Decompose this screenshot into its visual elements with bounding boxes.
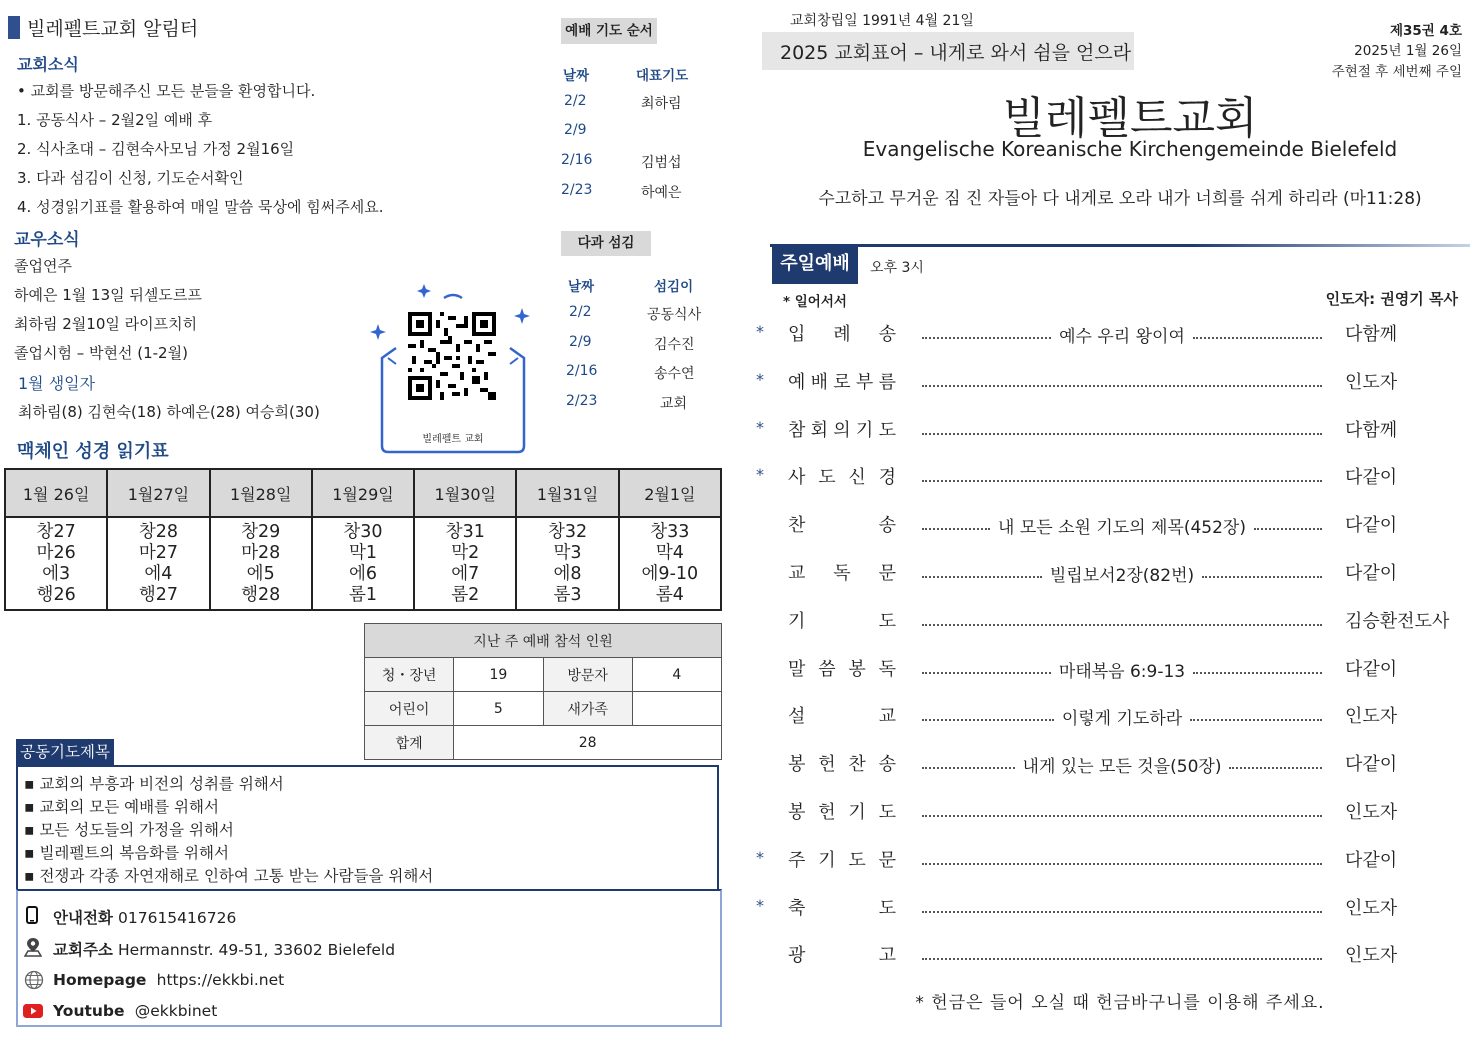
phone-icon <box>25 906 39 924</box>
qr-code <box>408 312 496 400</box>
church-name: 빌레펠트교회 <box>1002 93 1258 144</box>
order-item-name: 교 독 문 <box>788 563 896 584</box>
leader-dots <box>1254 518 1322 530</box>
order-item-person: 김승환전도사 <box>1345 611 1450 632</box>
member-news-item: 최하림 2월10일 라이프치히 <box>14 315 198 333</box>
order-item-text: 내 모든 소원 기도의 제목(452장) <box>998 517 1246 538</box>
reading-cell: 창30 막1 에6 롬1 <box>312 517 414 610</box>
standing-marker: * <box>756 465 764 484</box>
attendance-label: 청・장년 <box>365 658 454 692</box>
order-item-detail <box>922 704 1322 728</box>
order-item-person: 다같이 <box>1345 515 1398 536</box>
attendance-table <box>364 623 722 760</box>
order-item-detail <box>922 322 1322 346</box>
scripture-verse: 수고하고 무거운 짐 진 자들아 다 내게로 오라 내가 너희를 쉬게 하리라 (마11:28) <box>818 189 1422 209</box>
order-item-person: 인도자 <box>1345 802 1398 823</box>
attendance-label: 새가족 <box>543 692 632 726</box>
church-news-item: • 교회를 방문해주신 모든 분들을 환영합니다. <box>17 82 316 100</box>
prayer-order-date: 2/16 <box>561 152 593 168</box>
attendance-label: 합계 <box>365 726 454 760</box>
order-item-name: 광 고 <box>788 945 896 966</box>
prayer-order-date: 2/23 <box>561 182 593 198</box>
standing-marker: * <box>756 322 764 341</box>
birthday-heading: 1월 생일자 <box>18 374 96 393</box>
reading-day-header: 1월28일 <box>210 469 312 517</box>
order-item-detail <box>922 800 1322 824</box>
standing-marker: * <box>756 896 764 915</box>
order-item-name: 참 회 의 기 도 <box>788 420 896 441</box>
snack-order-tag: 다과 섬김 <box>561 231 651 256</box>
reading-cell: 창27 마26 에3 행26 <box>5 517 107 610</box>
order-item-person: 다같이 <box>1345 850 1398 871</box>
church-news-item: 1. 공동식사 – 2월2일 예배 후 <box>17 111 213 129</box>
order-item-person: 인도자 <box>1345 898 1398 919</box>
order-item-name: 예 배 로 부 름 <box>788 372 896 393</box>
leader-dots <box>922 853 1322 865</box>
order-item-text: 마태복음 6:9-13 <box>1058 661 1186 682</box>
reading-day-header: 1월30일 <box>414 469 516 517</box>
snack-order-name: 교회 <box>660 396 688 412</box>
snack-order-name: 공동식사 <box>647 307 702 323</box>
order-item-detail <box>922 752 1322 776</box>
order-item-text: 예수 우리 왕이여 <box>1059 326 1185 347</box>
bulletin-section-title: 빌레펠트교회 알림터 <box>27 18 199 40</box>
leader-dots <box>922 805 1322 817</box>
church-motto: 2025 교회표어 – 내게로 와서 쉼을 얻으라 <box>780 42 1132 64</box>
reading-cell: 창31 막2 에7 롬2 <box>414 517 516 610</box>
attendance-value <box>632 692 721 726</box>
location-icon <box>24 937 42 957</box>
order-item-name: 입 례 송 <box>788 324 896 345</box>
reading-plan-heading: 맥체인 성경 읽기표 <box>17 441 169 462</box>
snack-order-date: 2/9 <box>569 334 592 350</box>
order-item-detail <box>922 657 1322 681</box>
prayer-order-name: 하예은 <box>641 185 682 201</box>
order-item-detail <box>922 418 1322 442</box>
prayer-topic-item: ▪ 교회의 부흥과 비전의 성취를 위해서 <box>24 775 284 793</box>
standing-marker: * <box>756 370 764 389</box>
order-item-name: 봉 헌 찬 송 <box>788 754 896 775</box>
snack-order-date: 2/16 <box>566 363 598 379</box>
prayer-order-name: 김범섭 <box>641 155 682 171</box>
leader-dots <box>922 327 1051 339</box>
leader-dots <box>1193 327 1322 339</box>
worship-tag: 주일예배 <box>772 246 858 284</box>
order-item-name: 말 씀 봉 독 <box>788 659 896 680</box>
attendance-value: 4 <box>632 658 721 692</box>
church-news-item: 3. 다과 섬김이 신청, 기도순서확인 <box>17 169 244 187</box>
prayer-topic-item: ▪ 전쟁과 각종 자연재해로 인하여 고통 받는 사람들을 위해서 <box>24 867 434 885</box>
order-item-detail <box>922 465 1322 489</box>
order-item-detail <box>922 609 1322 633</box>
snack-order-date: 2/2 <box>569 304 592 320</box>
order-item-person: 인도자 <box>1345 706 1398 727</box>
leader-dots <box>922 709 1054 721</box>
attendance-label: 어린이 <box>365 692 454 726</box>
leader-dots <box>1193 662 1322 674</box>
youtube-icon <box>23 1003 43 1017</box>
order-item-person: 인도자 <box>1345 372 1398 393</box>
leader-dots <box>922 757 1015 769</box>
liturgical-season: 주현절 후 세번째 주일 <box>1331 64 1462 80</box>
order-item-person: 다같이 <box>1345 754 1398 775</box>
snack-order-server-header: 섬김이 <box>654 279 694 295</box>
leader-dots <box>922 470 1322 482</box>
order-item-name: 봉 헌 기 도 <box>788 802 896 823</box>
leader-dots <box>1202 566 1322 578</box>
order-item-detail <box>922 848 1322 872</box>
attendance-total: 28 <box>454 726 722 760</box>
leader-dots <box>922 614 1322 626</box>
attendance-title: 지난 주 예배 참석 인원 <box>365 624 722 658</box>
prayer-topic-item: ▪ 모든 성도들의 가정을 위해서 <box>24 821 234 839</box>
reading-cell: 창32 막3 에8 롬3 <box>516 517 618 610</box>
leader-dots <box>922 662 1051 674</box>
snack-order-date-header: 날짜 <box>568 279 595 295</box>
qr-code-card[interactable] <box>366 280 536 458</box>
leader-dots <box>922 901 1322 913</box>
leader-dots <box>922 518 990 530</box>
church-name-wrap <box>780 82 1478 144</box>
bulletin-date: 2025년 1월 26일 <box>1354 43 1462 59</box>
prayer-order-date: 2/2 <box>564 93 587 109</box>
order-item-detail <box>922 561 1322 585</box>
prayer-topic-item: ▪ 교회의 모든 예배를 위해서 <box>24 798 219 816</box>
member-news-item: 하예은 1월 13일 뒤셀도르프 <box>14 286 202 304</box>
reading-day-header: 1월31일 <box>516 469 618 517</box>
church-name-de-wrap <box>780 137 1478 167</box>
contact-address: 교회주소 Hermannstr. 49-51, 33602 Bielefeld <box>53 941 396 959</box>
standing-marker: * <box>756 418 764 437</box>
contact-homepage[interactable]: Homepage https://ekkbi.net <box>53 971 285 989</box>
order-item-text: 이렇게 기도하라 <box>1061 708 1183 729</box>
reading-day-header: 1월27일 <box>107 469 209 517</box>
leader-dots <box>922 566 1042 578</box>
order-item-person: 인도자 <box>1345 945 1398 966</box>
order-item-name: 설 교 <box>788 706 896 727</box>
order-item-name: 주 기 도 문 <box>788 850 896 871</box>
prayer-order-leader-header: 대표기도 <box>636 68 689 84</box>
order-item-text: 빌립보서2장(82번) <box>1049 565 1195 586</box>
snack-order-date: 2/23 <box>566 393 598 409</box>
attendance-value: 5 <box>454 692 543 726</box>
prayer-order-name: 최하림 <box>641 96 682 112</box>
church-name-german: Evangelische Koreanische Kirchengemeinde Bielefeld <box>862 137 1398 161</box>
prayer-order-tag: 예배 기도 순서 <box>561 18 657 44</box>
contact-youtube[interactable]: Youtube @ekkbinet <box>53 1002 218 1020</box>
reading-cell: 창28 마27 에4 행27 <box>107 517 209 610</box>
church-news-heading: 교회소식 <box>17 55 79 74</box>
globe-icon <box>24 970 44 990</box>
leader-dots <box>922 423 1322 435</box>
order-item-name: 기 도 <box>788 611 896 632</box>
reading-day-header-row <box>5 469 721 517</box>
order-item-person: 다같이 <box>1345 563 1398 584</box>
leader-dots <box>922 948 1322 960</box>
order-item-person: 다같이 <box>1345 659 1398 680</box>
church-news-item: 4. 성경읽기표를 활용하여 매일 말씀 묵상에 힘써주세요. <box>17 198 384 216</box>
reading-cell: 창33 막4 에9-10 롬4 <box>619 517 721 610</box>
prayer-topic-item: ▪ 빌레펠트의 복음화를 위해서 <box>24 844 229 862</box>
snack-order-name: 송수연 <box>654 366 695 382</box>
offering-note-wrap <box>770 988 1470 1014</box>
birthday-list: 최하림(8) 김현숙(18) 하예은(28) 여승희(30) <box>18 403 320 421</box>
order-item-name: 사 도 신 경 <box>788 467 896 488</box>
worship-leader: 인도자: 권영기 목사 <box>1325 290 1458 308</box>
reading-cell: 창29 마28 에5 행28 <box>210 517 312 610</box>
leader-dots <box>1190 709 1322 721</box>
stand-note: * 일어서서 <box>783 294 847 310</box>
member-news-item: 졸업시험 – 박현선 (1-2월) <box>14 344 188 362</box>
order-item-person: 다함께 <box>1345 324 1398 345</box>
issue-number: 제35권 4호 <box>1389 23 1462 39</box>
leader-dots <box>1229 757 1322 769</box>
church-news-item: 2. 식사초대 – 김현숙사모님 가정 2월16일 <box>17 140 295 158</box>
founding-date: 교회창립일 1991년 4월 21일 <box>790 13 974 29</box>
reading-day-header: 2월1일 <box>619 469 721 517</box>
attendance-label: 방문자 <box>543 658 632 692</box>
order-item-detail <box>922 513 1322 537</box>
verse-wrap <box>770 184 1470 212</box>
order-item-detail <box>922 370 1322 394</box>
order-item-name: 축 도 <box>788 898 896 919</box>
member-news-item: 졸업연주 <box>14 257 72 275</box>
reading-day-header: 1월 26일 <box>5 469 107 517</box>
qr-caption: 빌레펠트 교회 <box>422 434 484 445</box>
prayer-order-date: 2/9 <box>564 122 587 138</box>
reading-day-header: 1월29일 <box>312 469 414 517</box>
worship-time: 오후 3시 <box>870 260 924 276</box>
reading-passages-row <box>5 517 721 610</box>
order-item-name: 찬 송 <box>788 515 896 536</box>
order-item-person: 다같이 <box>1345 467 1398 488</box>
member-news-heading: 교우소식 <box>14 230 80 250</box>
order-item-detail <box>922 943 1322 967</box>
worship-divider <box>770 244 1470 247</box>
prayer-order-date-header: 날짜 <box>563 68 590 84</box>
title-accent-bar <box>8 16 20 39</box>
attendance-value: 19 <box>454 658 543 692</box>
order-item-text: 내게 있는 모든 것을(50장) <box>1022 756 1222 777</box>
prayer-topics-tag: 공동기도제목 <box>16 739 114 765</box>
order-item-detail <box>922 896 1322 920</box>
snack-order-name: 김수진 <box>654 337 695 353</box>
standing-marker: * <box>756 848 764 867</box>
contact-phone: 안내전화 017615416726 <box>53 909 237 927</box>
offering-note: * 헌금은 들어 오실 때 헌금바구니를 이용해 주세요. <box>915 993 1325 1013</box>
leader-dots <box>922 375 1322 387</box>
order-item-person: 다함께 <box>1345 420 1398 441</box>
reading-plan-table <box>4 468 722 611</box>
